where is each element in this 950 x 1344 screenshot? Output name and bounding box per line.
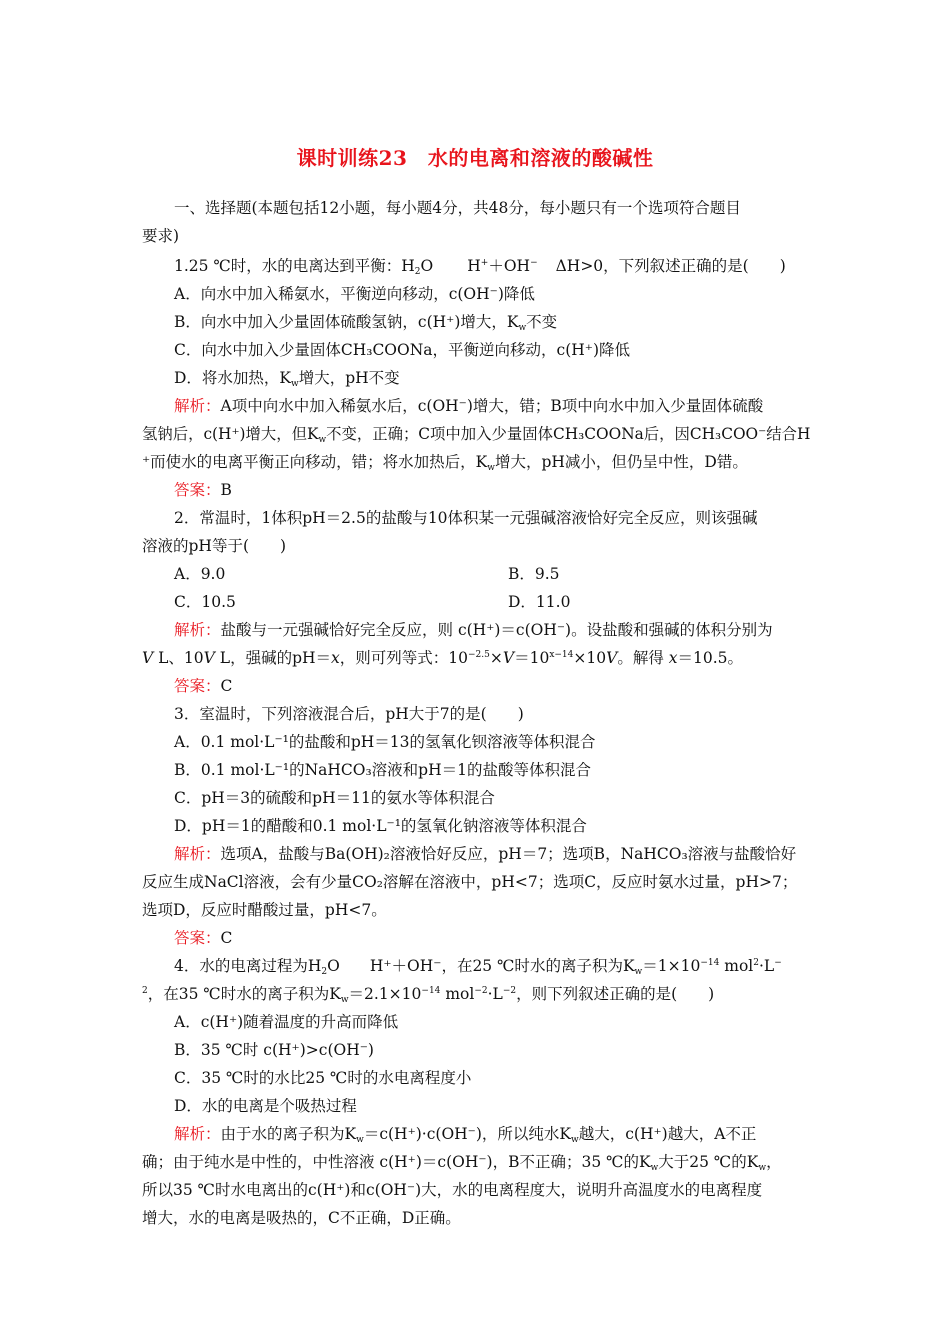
page-title: 课时训练23 水的电离和溶液的酸碱性: [296, 146, 654, 170]
q4-option-a: A．c(H⁺)随着温度的升高而降低: [174, 1013, 399, 1031]
q3-option-b: B．0.1 mol·L⁻¹的NaHCO₃溶液和pH＝1的盐酸等体积混合: [174, 761, 591, 779]
q1-option-d: D．将水加热，$K_w$增大，pH不变: [174, 369, 400, 389]
q2-option-d: D．11.0: [508, 593, 571, 611]
q4-option-c: C．35 ℃时的水比25 ℃时的水电离程度小: [174, 1069, 472, 1087]
q2-analysis: 解析：盐酸与一元强碱恰好完全反应，则 c(H⁺)＝c(OH⁻)。设盐酸和强碱的体积分别为: [174, 621, 773, 639]
q4-analysis-cont2: 所以35 ℃时水电离出的c(H⁺)和c(OH⁻)大，水的电离程度大，说明升高温度水的电离程度: [142, 1181, 763, 1199]
q2-stem: 2．常温时，1体积pH＝2.5的盐酸与10体积某一元强碱溶液恰好完全反应，则该强碱: [174, 509, 758, 527]
q4-analysis: 解析：由于水的离子积为$K_w=c(H^+)\cdot c(OH^-)$，所以纯水$K_w$越大，c(H⁺)越大，A不正: [174, 1125, 757, 1145]
q3-stem: 3．室温时，下列溶液混合后，pH大于7的是( ): [174, 705, 524, 723]
q4-option-d: D．水的电离是个吸热过程: [174, 1097, 357, 1115]
section-heading-cont: 要求): [142, 227, 180, 245]
q2-option-a: A．9.0: [174, 565, 226, 583]
q4-analysis-cont: 确；由于纯水是中性的，中性溶液 c(H⁺)＝c(OH⁻)，B不正确；35 ℃的$K_w$大于25 ℃的$K_w$，: [142, 1153, 782, 1173]
q3-option-c: C．pH＝3的硫酸和pH＝11的氨水等体积混合: [174, 789, 495, 807]
q4-stem: 4．水的电离过程为$H_2O$ H⁺＋OH⁻，在25 ℃时水的离子积为$K_w=1\times 10^{-14}$ mol$^2$·L−: [174, 957, 782, 977]
q1-analysis-cont2: ⁺而使水的电离平衡正向移动，错；将水加热后，$K_w$增大，pH减小，但仍呈中性，D错。: [142, 453, 748, 473]
q2-stem-cont: 溶液的pH等于( ): [142, 537, 287, 555]
q4-stem-cont: $^2$，在35 ℃时水的离子积为$K_w=2.1\times 10^{-14}$ $mol^{-2}\cdot L^{-2}$，则下列叙述正确的是( ): [142, 985, 715, 1005]
q3-answer: 答案：C: [174, 929, 233, 947]
q2-answer: 答案：C: [174, 677, 233, 695]
q1-answer: 答案：B: [174, 481, 232, 499]
section-heading: 一、选择题(本题包括12小题，每小题4分，共48分，每小题只有一个选项符合题目: [174, 199, 741, 217]
q4-analysis-cont3: 增大，水的电离是吸热的，C不正确，D正确。: [142, 1209, 461, 1227]
q3-analysis: 解析：选项A，盐酸与Ba(OH)₂溶液恰好反应，pH＝7；选项B，NaHCO₃溶液与盐酸恰好: [174, 845, 797, 863]
q1-stem: 1.25 ℃时，水的电离达到平衡：$H_2O$ H+＋OH− ΔH>0，下列叙述正确的是( ): [174, 257, 786, 277]
q3-option-d: D．pH＝1的醋酸和0.1 mol·L⁻¹的氢氧化钠溶液等体积混合: [174, 817, 587, 835]
q1-analysis: 解析：A项中向水中加入稀氨水后，c(OH⁻)增大，错；B项中向水中加入少量固体硫酸: [174, 397, 764, 415]
q1-option-a: A．向水中加入稀氨水，平衡逆向移动，c(OH⁻)降低: [174, 285, 535, 303]
q1-option-b: B．向水中加入少量固体硫酸氢钠，c(H⁺)增大，$K_w$不变: [174, 313, 558, 333]
q2-analysis-cont: V L、10V L，强碱的pH＝x，则可列等式：$10^{-2.5}\times V=10^{x-14}\times 10V$。解得 x＝10.5。: [142, 649, 744, 667]
q3-analysis-cont2: 选项D，反应时醋酸过量，pH<7。: [142, 901, 387, 919]
q3-option-a: A．0.1 mol·L⁻¹的盐酸和pH＝13的氢氧化钡溶液等体积混合: [174, 733, 596, 751]
q2-option-b: B．9.5: [508, 565, 560, 583]
q4-option-b: B．35 ℃时 c(H⁺)>c(OH⁻): [174, 1041, 374, 1059]
q1-option-c: C．向水中加入少量固体CH₃COONa，平衡逆向移动，c(H⁺)降低: [174, 341, 631, 359]
q2-option-c: C．10.5: [174, 593, 236, 611]
q1-analysis-cont: 氢钠后，c(H⁺)增大，但$K_w$不变，正确；C项中加入少量固体CH₃COONa后，因CH₃COO⁻结合H: [142, 425, 811, 445]
q3-analysis-cont: 反应生成NaCl溶液，会有少量CO₂溶解在溶液中，pH<7；选项C，反应时氨水过量，pH>7；: [142, 873, 798, 891]
